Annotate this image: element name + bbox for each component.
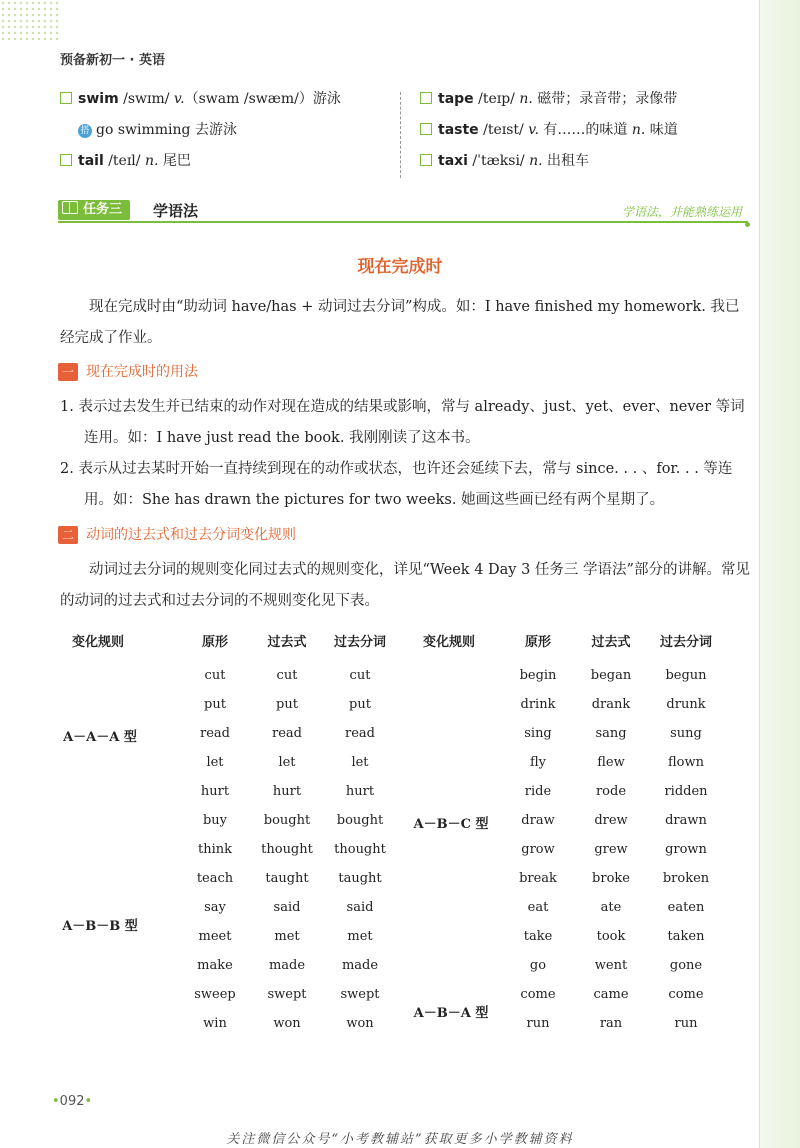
table-cell: swept (340, 987, 380, 1002)
table-cell: broken (662, 871, 710, 886)
task-dot-decoration (745, 222, 750, 227)
table-cell: ate (600, 900, 622, 915)
table-header-cell: 变化规则 (422, 635, 475, 650)
table-header-cell: 原形 (524, 635, 551, 650)
table-cell: sung (670, 726, 702, 741)
table-cell: meet (198, 929, 232, 944)
vocab-item-taxi: taxi /ˈtæksi/ n. 出租车 (420, 152, 589, 170)
table-cell: begin (519, 668, 557, 683)
table-cell: went (594, 958, 628, 973)
table-rule-label: A－B－C 型 (413, 817, 489, 832)
table-cell: teach (196, 871, 234, 886)
vocab-item-tail: tail /teɪl/ n. 尾巴 (60, 152, 191, 170)
subsection-heading-rules: 二 动词的过去式和过去分词变化规则 (58, 525, 296, 545)
page-number: •092• (52, 1094, 93, 1109)
vocab-item-taste: taste /teɪst/ v. 有……的味道 n. 味道 (420, 121, 678, 139)
table-header-cell: 变化规则 (71, 635, 124, 650)
table-cell: let (278, 755, 296, 770)
corner-dots-decoration (0, 0, 60, 40)
table-cell: said (346, 900, 374, 915)
rules-intro-paragraph: 动词过去分词的规则变化同过去式的规则变化，详见“Week 4 Day 3 任务三 学语法”部分的讲解。常见的动词的过去式和过去分词的不规则变化见下表。 (60, 562, 750, 609)
table-header-cell: 过去式 (591, 635, 631, 650)
irregular-verb-table (60, 626, 750, 1036)
table-cell: grown (665, 842, 707, 857)
table-cell: made (341, 958, 379, 973)
intro-paragraph: 现在完成时由“助动词 have/has + 动词过去分词”构成。如：I have finished my homework. 我已经完成了作业。 (60, 299, 740, 346)
table-cell: rode (595, 784, 627, 799)
table-cell: come (520, 987, 556, 1002)
table-cell: come (668, 987, 704, 1002)
table-cell: cut (276, 668, 298, 683)
table-header-cell: 过去分词 (659, 635, 712, 650)
table-cell: drink (520, 697, 556, 712)
table-cell: broke (592, 871, 630, 886)
table-cell: gone (669, 958, 703, 973)
vocab-item-tape: tape /teɪp/ n. 磁带；录音带；录像带 (420, 90, 677, 108)
table-header-cell: 过去分词 (333, 635, 386, 650)
table-cell: swept (267, 987, 307, 1002)
checkbox-icon[interactable] (60, 92, 72, 104)
table-cell: put (204, 697, 226, 712)
usage-item-2: 2. 表示从过去某时开始一直持续到现在的动作或状态，也许还会延续下去，常与 since. . . 、for. . . 等连用。如：She has drawn the pictures for two weeks. 她画这些画已经有两个星期了。 (60, 461, 733, 508)
table-cell: met (274, 929, 300, 944)
table-cell: hurt (345, 784, 375, 799)
table-cell: read (200, 726, 230, 741)
table-cell: flew (597, 755, 625, 770)
table-cell: say (204, 900, 226, 915)
table-cell: cut (204, 668, 226, 683)
checkbox-icon[interactable] (420, 154, 432, 166)
table-cell: let (351, 755, 369, 770)
table-cell: draw (521, 813, 555, 828)
table-cell: taught (265, 871, 309, 886)
table-cell: won (273, 1016, 301, 1031)
running-header: 预备新初一 · 英语 (60, 53, 165, 68)
table-cell: flown (668, 755, 704, 770)
table-cell: taken (667, 929, 705, 944)
table-cell: sang (595, 726, 627, 741)
table-cell: break (519, 871, 557, 886)
table-cell: ran (599, 1016, 623, 1031)
book-icon (62, 201, 78, 214)
table-cell: make (197, 958, 233, 973)
table-cell: drawn (665, 813, 707, 828)
table-cell: won (346, 1016, 374, 1031)
table-cell: think (197, 842, 232, 857)
table-cell: put (349, 697, 371, 712)
table-cell: take (523, 929, 553, 944)
table-cell: began (590, 668, 632, 683)
table-cell: run (526, 1016, 550, 1031)
table-cell: drank (591, 697, 631, 712)
table-cell: eaten (667, 900, 705, 915)
table-cell: ride (524, 784, 552, 799)
table-cell: go (529, 958, 547, 973)
table-cell: ridden (664, 784, 708, 799)
vocab-divider (400, 92, 401, 178)
table-cell: put (276, 697, 298, 712)
table-cell: hurt (272, 784, 302, 799)
table-cell: buy (202, 813, 228, 828)
table-cell: bought (263, 813, 311, 828)
task-underline (58, 221, 748, 223)
page-edge-bar (759, 0, 800, 1148)
checkbox-icon[interactable] (60, 154, 72, 166)
table-cell: win (203, 1016, 227, 1031)
usage-item-1: 1. 表示过去发生并已结束的动作对现在造成的结果或影响，常与 already、just、yet、ever、never 等词连用。如：I have just read the book. 我刚刚读了这本书。 (60, 399, 745, 446)
table-rule-label: A－A－A 型 (63, 730, 137, 745)
table-cell: read (345, 726, 375, 741)
vocab-item-swim: swim /swɪm/ v.（swam /swæm/）游泳 (60, 90, 341, 108)
table-cell: cut (349, 668, 371, 683)
table-cell: grow (521, 842, 555, 857)
table-rule-label: A－B－A 型 (413, 1005, 489, 1021)
table-cell: fly (529, 755, 546, 770)
table-cell: thought (261, 842, 313, 857)
footer-watermark: 关注微信公众号“小考教辅站”获取更多小学教辅资料 (226, 1132, 574, 1147)
table-cell: met (347, 929, 373, 944)
subsection-number: 一 (58, 363, 78, 381)
subsection-number: 二 (58, 526, 78, 544)
table-cell: grew (594, 842, 628, 857)
table-cell: hurt (200, 784, 230, 799)
subsection-heading-usage: 一 现在完成时的用法 (58, 362, 198, 382)
table-cell: sweep (194, 987, 236, 1002)
checkbox-icon[interactable] (420, 92, 432, 104)
vocab-list (60, 90, 750, 185)
table-cell: run (674, 1016, 698, 1031)
section-title: 现在完成时 (357, 257, 443, 277)
table-cell: made (268, 958, 306, 973)
vocab-collocation: 搭 go swimming 去游泳 (78, 121, 237, 139)
table-cell: begun (665, 668, 707, 683)
table-cell: eat (527, 900, 549, 915)
table-cell: bought (336, 813, 384, 828)
table-cell: thought (334, 842, 386, 857)
table-cell: sing (524, 726, 552, 741)
task-badge: 任务三 (58, 200, 130, 220)
table-cell: drunk (666, 697, 706, 712)
table-rule-label: A－B－B 型 (62, 918, 138, 934)
table-cell: said (273, 900, 301, 915)
table-header-cell: 原形 (201, 635, 228, 650)
table-cell: came (593, 987, 629, 1002)
table-cell: taught (338, 871, 382, 886)
table-cell: took (596, 929, 626, 944)
table-cell: let (206, 755, 224, 770)
task-section-bar (58, 199, 748, 223)
table-cell: read (272, 726, 302, 741)
collocation-tag-icon: 搭 (78, 124, 92, 138)
table-cell: drew (594, 813, 628, 828)
table-header-cell: 过去式 (267, 635, 307, 650)
checkbox-icon[interactable] (420, 123, 432, 135)
task-hint: 学语法，并能熟练运用 (621, 205, 742, 219)
task-title: 学语法 (153, 202, 199, 220)
